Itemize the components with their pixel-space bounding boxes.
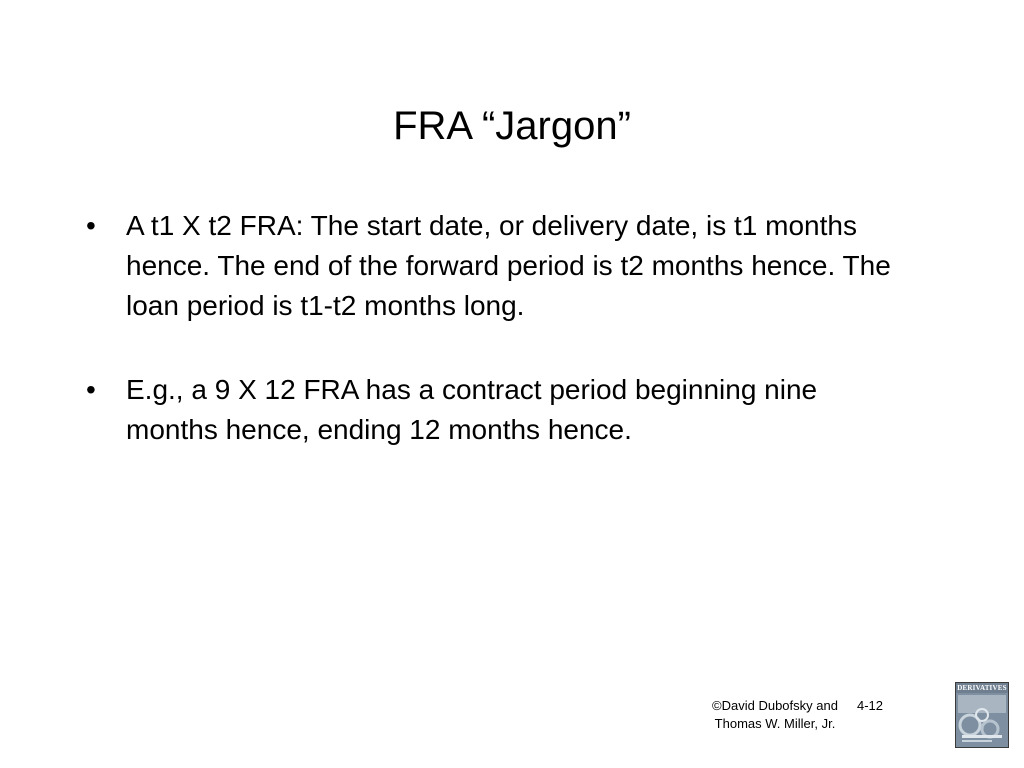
book-cover-title: DERIVATIVES xyxy=(957,684,1007,692)
bullet-item xyxy=(84,370,904,450)
bullet-list xyxy=(84,206,904,494)
book-cover-art xyxy=(956,693,1008,747)
slide-title: FRA “Jargon” xyxy=(393,104,631,148)
bullet-text: A t1 X t2 FRA: The start date, or delivery date, is t1 months hence. The end of the forward period is t2 months hence. The loan period is t1-t2 months long. xyxy=(126,210,891,321)
credit-line-1: ©David Dubofsky and xyxy=(712,698,838,713)
bullet-text: E.g., a 9 X 12 FRA has a contract period beginning nine months hence, ending 12 months hence. xyxy=(126,374,818,445)
book-cover-icon xyxy=(955,682,1009,748)
bullet-marker: • xyxy=(86,374,96,405)
bullet-item xyxy=(84,206,904,326)
footer-credit xyxy=(700,697,850,733)
bullet-marker: • xyxy=(86,210,96,241)
credit-line-2: Thomas W. Miller, Jr. xyxy=(714,716,836,731)
page-number: 4-12 xyxy=(857,698,884,713)
